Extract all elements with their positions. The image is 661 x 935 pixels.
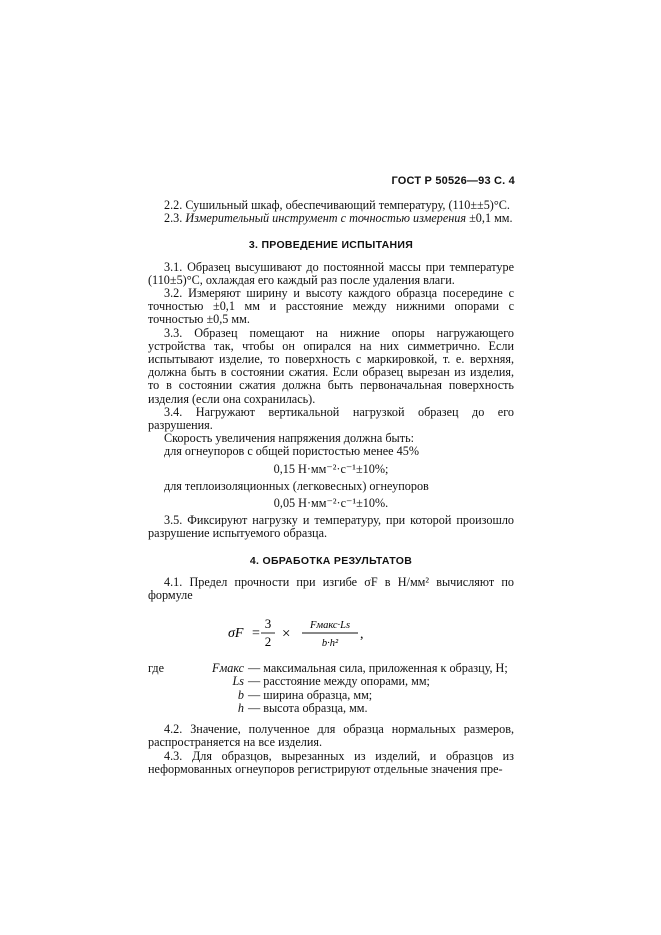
formula-equals: =: [252, 626, 260, 642]
paragraph-2-3-italic: Измерительный инструмент с точностью измерения: [185, 211, 467, 226]
paragraph-2-3: [148, 212, 514, 225]
formula-num1: 3: [264, 616, 272, 632]
legend-text: — высота образца, мм.: [248, 700, 368, 715]
legend-symbol: Fмакс: [212, 661, 244, 676]
legend-symbol: b: [237, 687, 244, 702]
formula-comma: ,: [360, 627, 364, 643]
strength-formula: [148, 608, 514, 658]
speed-a-value: 0,15 Н·мм⁻²·с⁻¹±10%;: [273, 461, 389, 476]
paragraph-3-4: 3.4. Нагружают вертикальной нагрузкой образец до его разрушения.: [148, 404, 514, 433]
legend-row: [148, 702, 514, 715]
legend-row: [148, 675, 514, 688]
paragraph-2-3-number: 2.3.: [164, 211, 183, 226]
paragraph-3-1: 3.1. Образец высушивают до постоянной массы при температуре (110±5)°С, охлаждая его каждый раз после удаления влаги.: [148, 259, 514, 287]
paragraph-4-2: 4.2. Значение, полученное для образца нормальных размеров, распространяется на все изделия.: [148, 722, 514, 750]
legend-row: [148, 689, 514, 702]
paragraph-2-3-tail: ±0,1 мм.: [469, 211, 513, 226]
speed-a-label: для огнеупоров с общей пористостью менее 45%: [164, 444, 419, 459]
formula-lhs: σF: [228, 626, 244, 642]
paragraph-4-3: 4.3. Для образцов, вырезанных из изделий, и образцов из неформованных огнеупоров регистрируют отдельные значения пре-: [148, 748, 514, 776]
formula-den1: 2: [264, 634, 272, 650]
legend-text: — максимальная сила, приложенная к образцу, Н;: [248, 661, 508, 676]
formula-num2: Fмакс·Ls: [309, 620, 351, 632]
section-3-title: 3. ПРОВЕДЕНИЕ ИСПЫТАНИЯ: [248, 239, 414, 252]
paragraph-3-3: 3.3. Образец помещают на нижние опоры нагружающего устройства так, чтобы он опирался на них симметрично. Если испытывают изделие, то поверхность с маркировкой, т. е. верхняя, должна быть в состоянии сжатия. Если образец вырезан из изделия, то в состоянии сжатия должна быть первоначальная поверхность изделия (если она сохранилась).: [148, 325, 514, 406]
paragraph-3-2: 3.2. Измеряют ширину и высоту каждого образца посередине с точностью ±0,1 мм и расстояние между нижними опорами с точностью ±0,5 мм.: [148, 286, 514, 327]
paragraph-4-1: 4.1. Предел прочности при изгибе σF в Н/мм² вычисляют по формуле: [148, 574, 514, 603]
page-header: ГОСТ Р 50526—93 С. 4: [391, 175, 515, 187]
speed-b-label: для теплоизоляционных (легковесных) огнеупоров: [164, 478, 429, 493]
speed-intro: Скорость увеличения напряжения должна быть:: [164, 431, 415, 446]
paragraph-3-5: 3.5. Фиксируют нагрузку и температуру, при которой произошло разрушение испытуемого образца.: [148, 513, 514, 541]
document-body: [148, 199, 514, 776]
speed-b-value: 0,05 Н·мм⁻²·с⁻¹±10%.: [273, 496, 389, 511]
formula-den2: b·h²: [321, 638, 339, 650]
legend-symbol: Ls: [232, 674, 244, 689]
legend-text: — ширина образца, мм;: [248, 687, 373, 702]
legend-text: — расстояние между опорами, мм;: [248, 674, 430, 689]
section-4-title: 4. ОБРАБОТКА РЕЗУЛЬТАТОВ: [249, 554, 413, 567]
paragraph-2-2: 2.2. Сушильный шкаф, обеспечивающий температуру, (110±±5)°С.: [164, 198, 510, 212]
formula-times: ×: [282, 626, 291, 643]
formula-legend: [148, 662, 514, 715]
legend-symbol: h: [237, 700, 244, 715]
formula-graphic: [228, 608, 438, 658]
legend-where: где: [148, 661, 165, 676]
